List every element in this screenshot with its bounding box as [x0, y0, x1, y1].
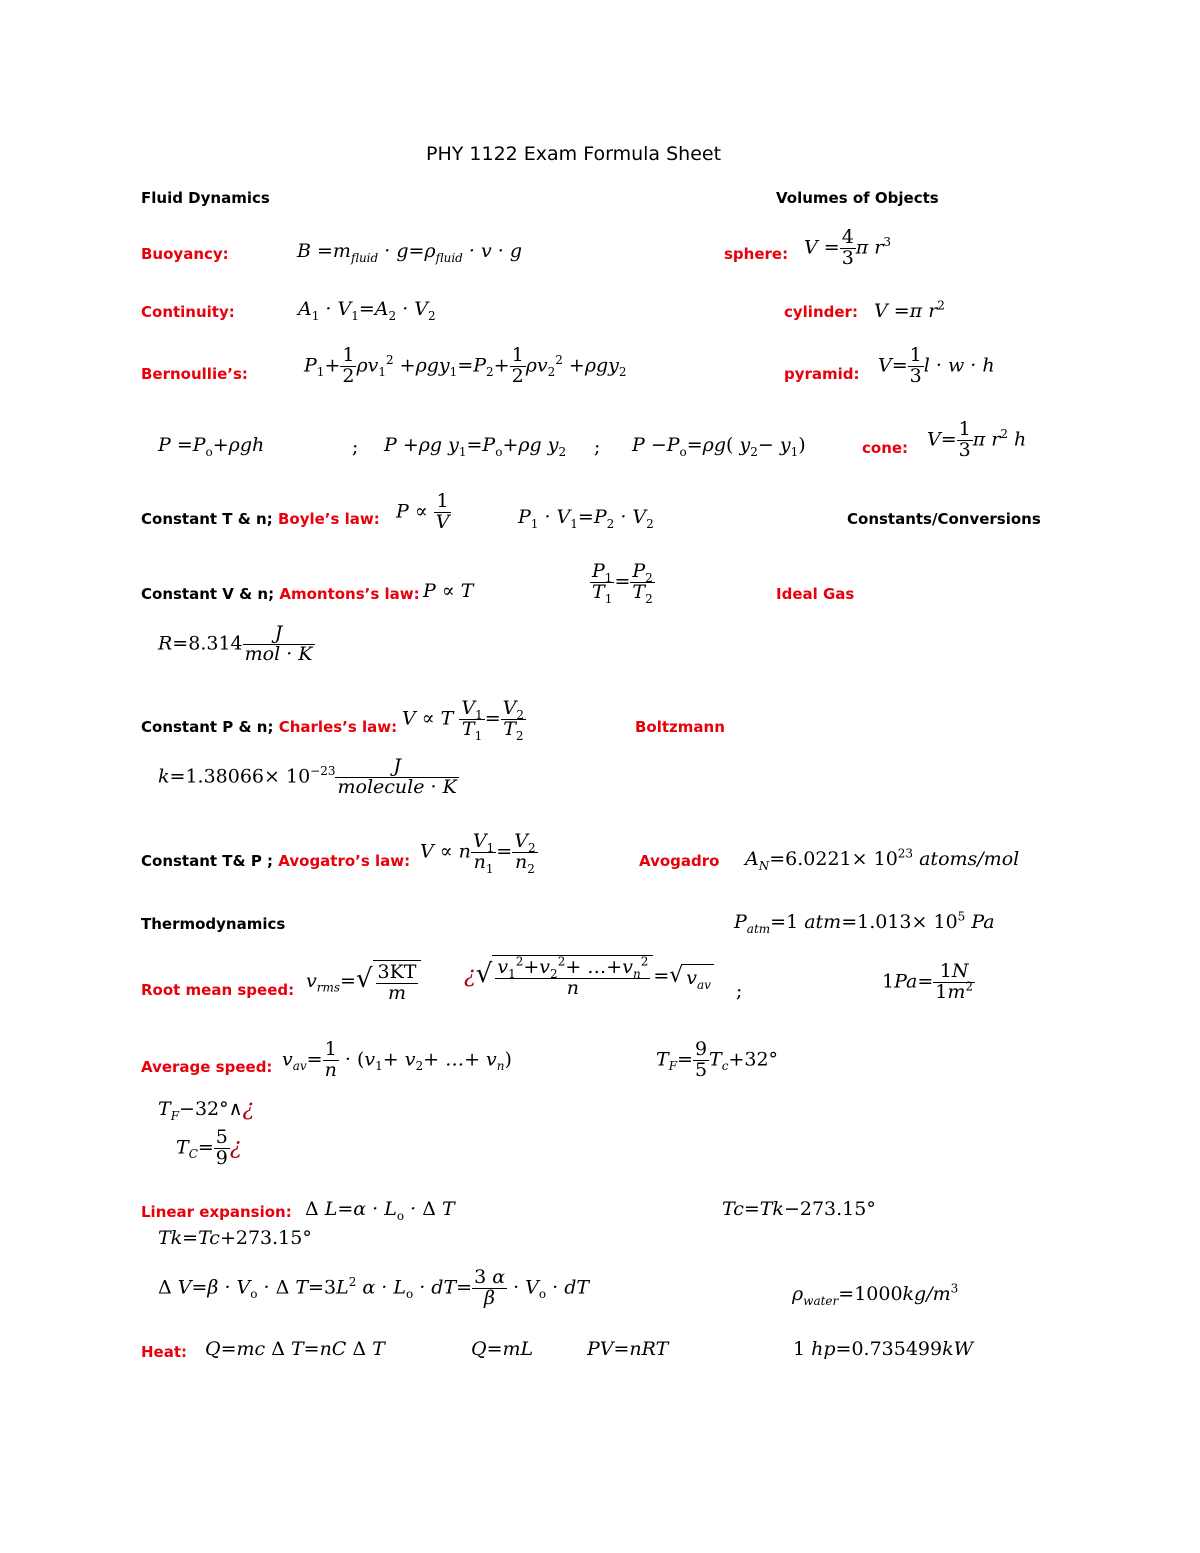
formula-celsius-to-kelvin: Tk=Tc+273.15° — [158, 1227, 312, 1249]
formula-latent-heat: Q=mL — [471, 1338, 534, 1360]
label-amontons-prefix: Constant V & n; Amontons’s law: — [141, 585, 420, 603]
formula-rms: $v_{rms}=√$ $\frac{3KT}{m}$ — [306, 960, 421, 1004]
label-linear-expansion: Linear expansion: — [141, 1203, 292, 1221]
section-volumes: Volumes of Objects — [776, 189, 939, 207]
formula-amontons-proportion: P ∝ T — [423, 580, 474, 602]
formula-average-speed: $v_{av}=$ $\frac{1}{n}$ · ($v_1+ v_2+$ …+ $v_n$) — [282, 1038, 512, 1081]
label-buoyancy: Buoyancy: — [141, 245, 229, 263]
formula-fahrenheit-to-celsius: $T_C=$ $\frac{5}{9}$ ¿ — [176, 1126, 242, 1169]
formula-pressure-depth: $P =P_o+\rho gh$ — [158, 434, 265, 459]
formula-separator-3: ; — [736, 980, 743, 1002]
label-ideal-gas: Ideal Gas — [776, 585, 855, 603]
page-title: PHY 1122 Exam Formula Sheet — [426, 143, 722, 165]
label-rms: Root mean speed: — [141, 981, 295, 999]
formula-horsepower: 1 hp=0.735499kW — [793, 1338, 974, 1360]
formula-heat: Q=mc Δ T=nC Δ T — [205, 1338, 385, 1360]
formula-avogadro-law: V ∝ n $\frac{V_1}{n_1}$ = $\frac{V_2}{n_2}$ — [420, 830, 536, 876]
formula-rms-mean-square: ¿√ $\frac{v_1^2+v_2^2+ \dots+v_n^2}{n}$ =√ $v_{av}$ — [464, 955, 714, 999]
formula-boyle-proportion: P ∝ $\frac{1}{V}$ — [396, 490, 450, 533]
label-avogadro-prefix: Constant T& P ; Avogatro’s law: — [141, 852, 411, 870]
formula-avogadro-number: $A_N=6.0221\times 10^{23}$ atoms/mol — [745, 846, 1020, 873]
formula-ideal-gas-law: PV=nRT — [587, 1338, 669, 1360]
formula-volume-expansion: Δ $V=\beta \cdot V_o \cdot \Delta$ $T=3L^2$ $\alpha \cdot L_o \cdot dT=$ $\frac{3 \alpha}{\beta}$ · $V_o$ · dT — [158, 1266, 590, 1309]
formula-cylinder: V =π $r^2$ — [874, 298, 945, 322]
formula-atm: $P_{atm}=1$ $atm=1.013\times 10^5$ Pa — [734, 909, 995, 936]
label-continuity: Continuity: — [141, 303, 235, 321]
label-boltzmann: Boltzmann — [635, 718, 725, 736]
label-average-speed: Average speed: — [141, 1058, 273, 1076]
formula-pyramid: V= $\frac{1}{3}$ l · w · h — [878, 344, 995, 387]
label-bernoulli: Bernoullie’s: — [141, 365, 248, 383]
formula-kelvin-to-celsius: Tc=Tk−273.15° — [722, 1198, 876, 1220]
section-fluid-dynamics: Fluid Dynamics — [141, 189, 270, 207]
formula-continuity: $A_1 \cdot V_1=A_2 \cdot V_2$ — [298, 298, 436, 323]
formula-fahrenheit-part: $T_F-32^\circ\wedge¿$ — [158, 1096, 255, 1123]
formula-pressure-height: P +ρg $y_1=P_o+\rho g$ $y_2$ — [384, 434, 567, 459]
formula-separator-1: ; — [352, 436, 359, 458]
formula-cone: V= $\frac{1}{3}$ π $r^2$ h — [927, 418, 1027, 461]
formula-sphere: V = $\frac{4}{3}$ π $r^3$ — [804, 226, 892, 269]
formula-separator-2: ; — [594, 436, 601, 458]
label-heat: Heat: — [141, 1343, 188, 1361]
formula-pressure-difference: $P -P_o=\rho g$( $y_2- y_1$) — [632, 434, 806, 459]
formula-amontons: $\frac{P_1}{T_1}$ = $\frac{P_2}{T_2}$ — [592, 560, 653, 606]
label-pyramid: pyramid: — [784, 365, 860, 383]
label-charles-prefix: Constant P & n; Charles’s law: — [141, 718, 398, 736]
formula-buoyancy: $B =m_{fluid} \cdot g=\rho_{fluid} \cdot v \cdot g$ — [297, 240, 522, 265]
formula-gas-constant: R=8.314 $\frac{J}{\text{mol · K}}$ — [158, 622, 313, 665]
formula-linear-expansion: Δ $L=\alpha \cdot L_o \cdot \Delta$ T — [305, 1198, 455, 1223]
label-charles: Charles’s law: — [278, 718, 398, 736]
formula-charles: V ∝ T $\frac{V_1}{T_1}$ = $\frac{V_2}{T_2}$ — [402, 697, 525, 743]
formula-celsius-to-fahrenheit: $T_F=$ $\frac{9}{5}$ $T_c+32^\circ$ — [656, 1038, 779, 1081]
label-cylinder: cylinder: — [784, 303, 858, 321]
formula-pascal: 1Pa= $\frac{1N}{1m^2}$ — [882, 960, 974, 1003]
section-constants: Constants/Conversions — [847, 510, 1041, 528]
label-boyle: Boyle’s law: — [277, 510, 380, 528]
label-boyle-prefix: Constant T & n; Boyle’s law: — [141, 510, 380, 528]
formula-boltzmann-constant: $k=1.38066\times 10^{-23}$ $\frac{J}{\text{molecule · K}}$ — [158, 755, 457, 798]
formula-boyle: $P_1 \cdot V_1=P_2 \cdot V_2$ — [518, 506, 654, 531]
label-cone: cone: — [862, 439, 909, 457]
section-thermodynamics: Thermodynamics — [141, 915, 286, 933]
label-avogadro-law: Avogatro’s law: — [278, 852, 411, 870]
formula-bernoulli: $P_1+$ $\frac{1}{2}$ $\rho v_1^2 +\rho gy_1=P_2+$ $\frac{1}{2}$ $\rho v_2^2 +\rho gy_2$ — [304, 344, 627, 387]
formula-water-density: $\rho_{water}=1000kg/m^3$ — [792, 1281, 959, 1308]
label-sphere: sphere: — [724, 245, 789, 263]
label-amontons: Amontons’s law: — [279, 585, 420, 603]
label-avogadro: Avogadro — [639, 852, 720, 870]
